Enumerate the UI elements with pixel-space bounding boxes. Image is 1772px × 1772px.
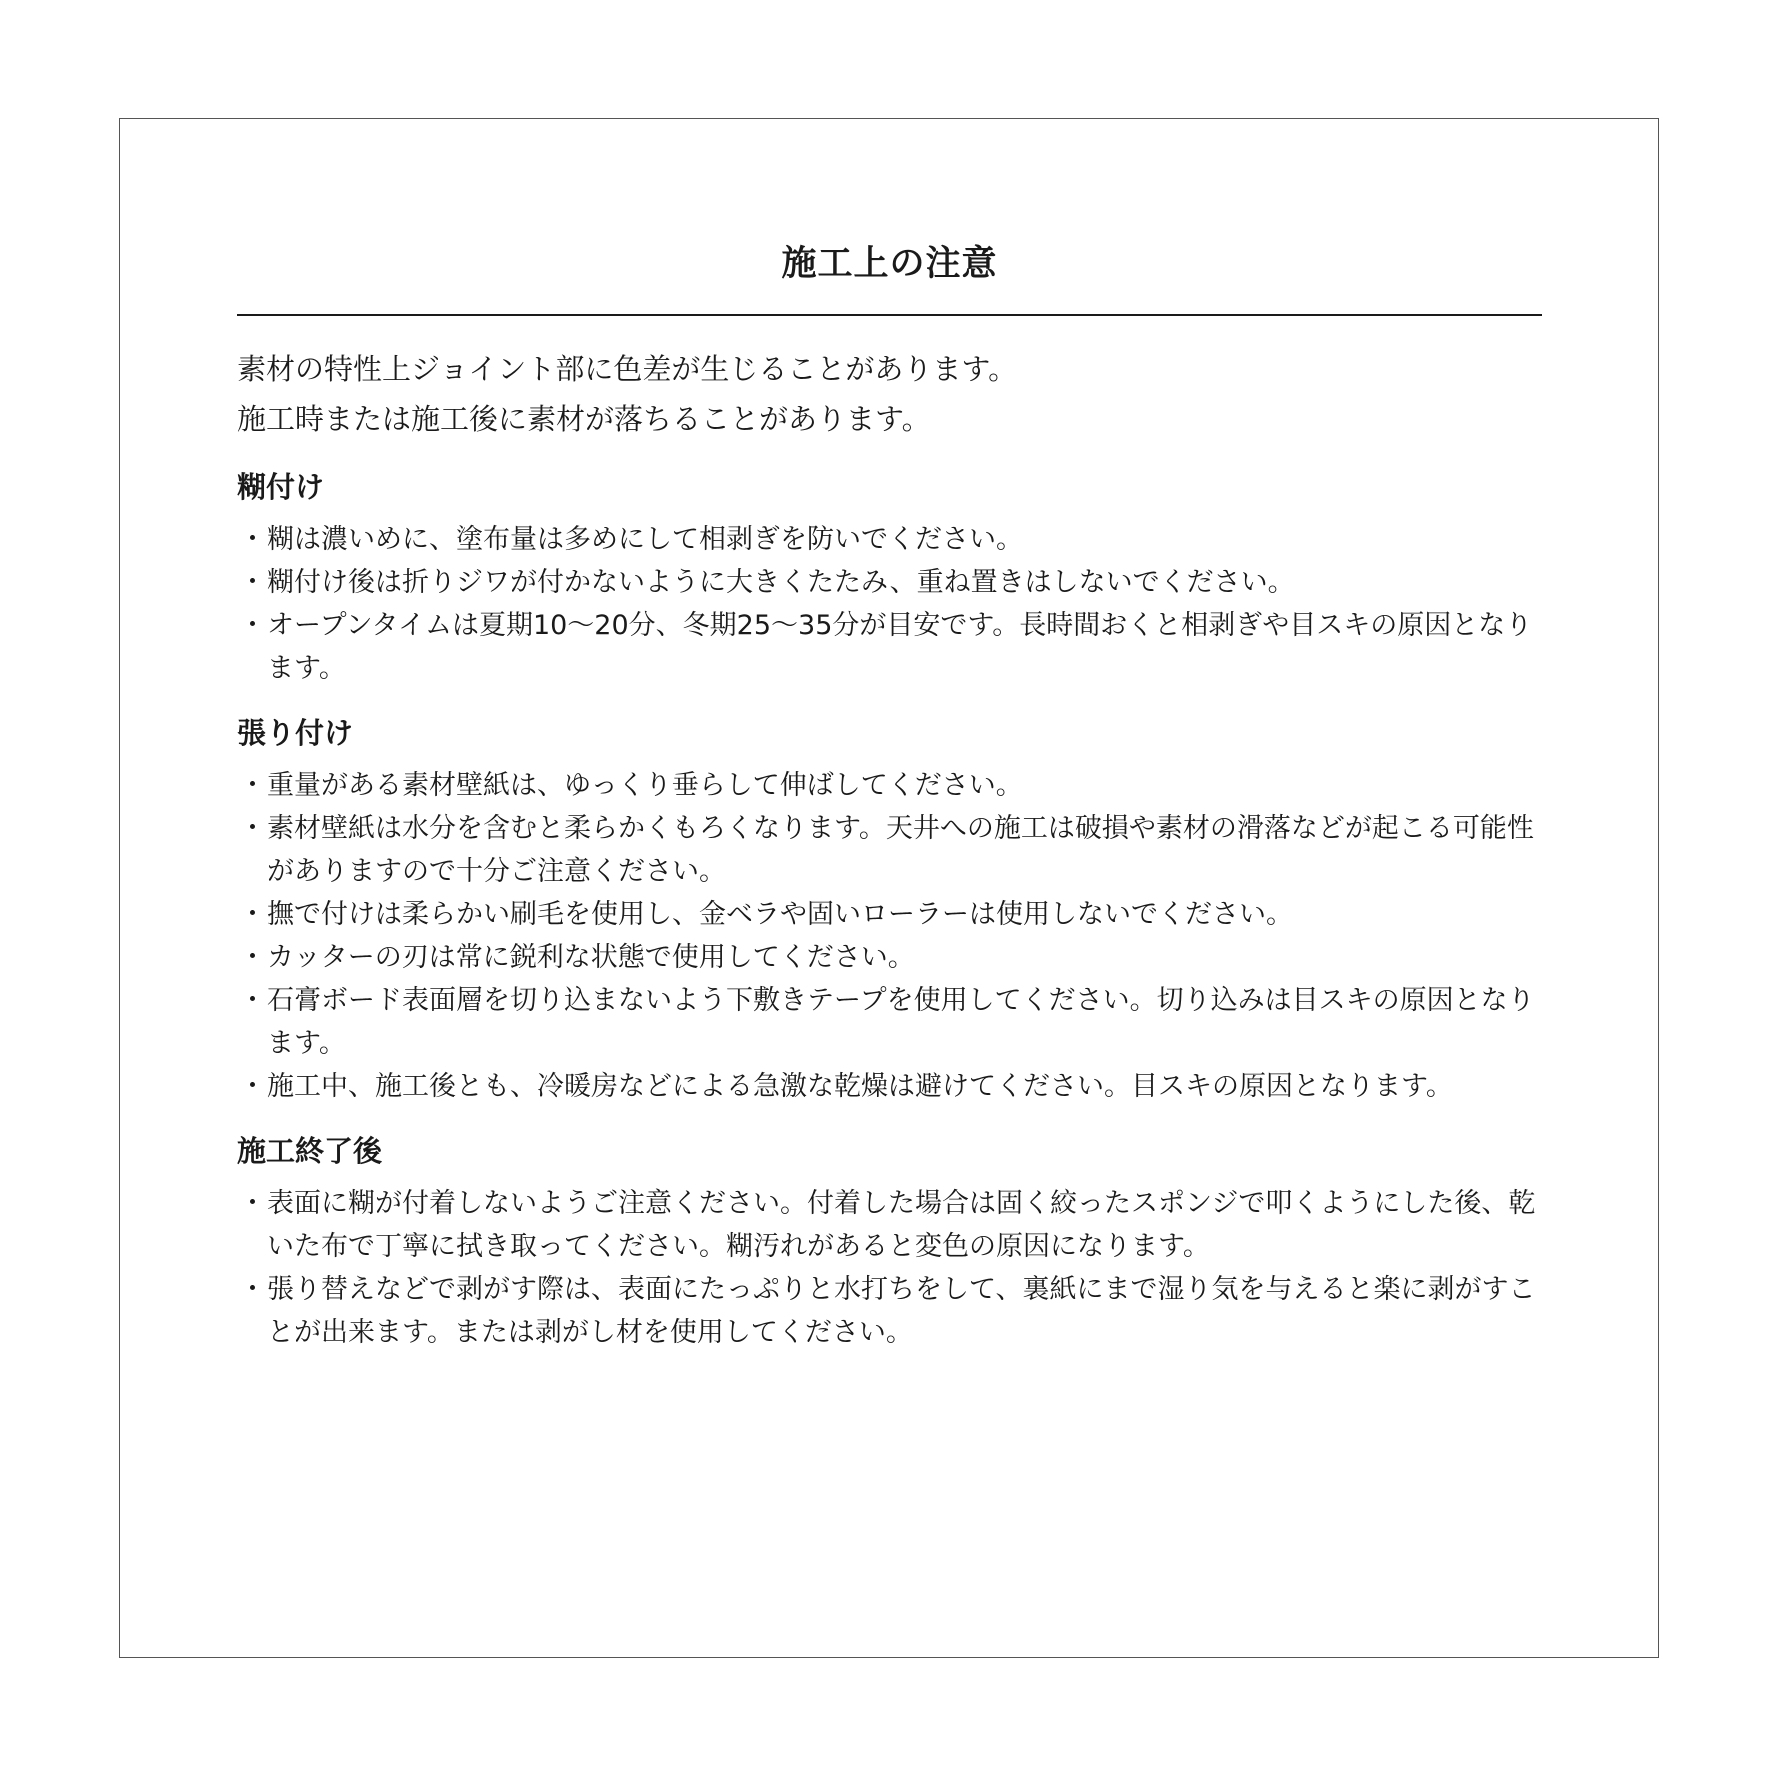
list-item: [237, 1268, 1542, 1354]
bullet-dot: ・: [239, 1274, 266, 1305]
list-item-text: 糊は濃いめに、塗布量は多めにして相剥ぎを防いでください。: [267, 524, 1023, 555]
section-heading: 施工終了後: [237, 1134, 383, 1168]
list-item-text: カッターの刃は常に鋭利な状態で使用してください。: [267, 942, 915, 973]
bullet-dot: ・: [239, 1071, 266, 1102]
bullet-dot: ・: [239, 813, 266, 844]
page-title: 施工上の注意: [781, 244, 998, 284]
bullet-dot: ・: [239, 899, 266, 930]
bullet-dot: ・: [239, 770, 266, 801]
bullet-list: [237, 764, 1542, 1108]
bullet-dot: ・: [239, 1188, 266, 1219]
bullet-dot: ・: [239, 567, 266, 598]
list-item-text: 表面に糊が付着しないようご注意ください。付着した場合は固く絞ったスポンジで叩くようにした後、乾いた布で丁寧に拭き取ってください。糊汚れがあると変色の原因になります。: [267, 1188, 1536, 1262]
list-item: [237, 979, 1542, 1065]
list-item-text: 糊付け後は折りジワが付かないように大きくたたみ、重ね置きはしないでください。: [267, 567, 1295, 598]
bullet-dot: ・: [239, 942, 266, 973]
list-item-text: 施工中、施工後とも、冷暖房などによる急激な乾燥は避けてください。目スキの原因となります。: [267, 1071, 1453, 1102]
section-heading: 張り付け: [237, 716, 354, 750]
list-item: [237, 893, 1542, 936]
list-item: [237, 518, 1542, 561]
list-item: [237, 561, 1542, 604]
list-item-text: オープンタイムは夏期10～20分、冬期25～35分が目安です。長時間おくと相剥ぎや目スキの原因となります。: [267, 610, 1533, 684]
bullet-dot: ・: [239, 524, 266, 555]
list-item: [237, 764, 1542, 807]
list-item-text: 素材壁紙は水分を含むと柔らかくもろくなります。天井への施工は破損や素材の滑落などが起こる可能性がありますので十分ご注意ください。: [267, 813, 1534, 887]
title-divider: [237, 314, 1542, 316]
bullet-list: [237, 1182, 1542, 1354]
list-item: [237, 1182, 1542, 1268]
intro-line: 施工時または施工後に素材が落ちることがあります。: [237, 402, 931, 436]
section-hanging: [237, 708, 1542, 1108]
notice-content: [237, 240, 1542, 1354]
bullet-list: [237, 518, 1542, 690]
bullet-dot: ・: [239, 610, 266, 641]
intro-line: 素材の特性上ジョイント部に色差が生じることがあります。: [237, 352, 1018, 386]
list-item-text: 張り替えなどで剥がす際は、表面にたっぷりと水打ちをして、裏紙にまで湿り気を与えると楽に剥がすことが出来ます。または剥がし材を使用してください。: [267, 1274, 1536, 1348]
list-item-text: 石膏ボード表面層を切り込まないよう下敷きテープを使用してください。切り込みは目スキの原因となります。: [267, 985, 1535, 1059]
list-item: [237, 936, 1542, 979]
list-item-text: 撫で付けは柔らかい刷毛を使用し、金ベラや固いローラーは使用しないでください。: [267, 899, 1293, 930]
section-after-work: [237, 1126, 1542, 1354]
list-item-text: 重量がある素材壁紙は、ゆっくり垂らして伸ばしてください。: [267, 770, 1023, 801]
list-item: [237, 604, 1542, 690]
intro-block: [237, 344, 1542, 444]
bullet-dot: ・: [239, 985, 266, 1016]
section-glue: [237, 462, 1542, 690]
list-item: [237, 1065, 1542, 1108]
list-item: [237, 807, 1542, 893]
section-heading: 糊付け: [237, 470, 325, 504]
